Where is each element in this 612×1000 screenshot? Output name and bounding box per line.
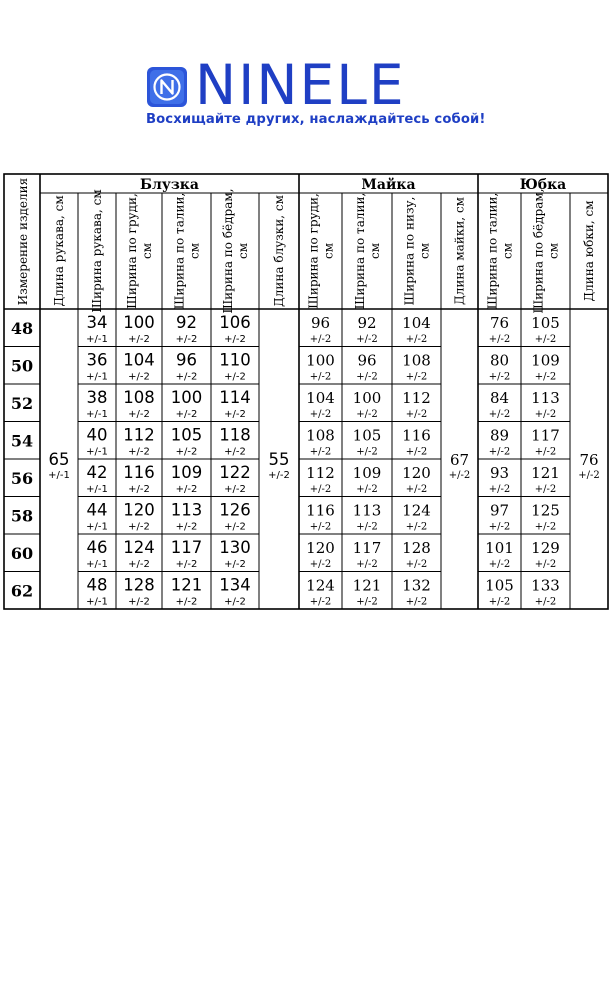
- tolerance: +/-2: [128, 409, 150, 420]
- cell-value: 122: [219, 463, 251, 482]
- column-header-line: см: [187, 242, 202, 260]
- merged-value: 76: [579, 451, 599, 469]
- cell-value: 108: [306, 426, 335, 445]
- cell-value: 105: [352, 426, 382, 445]
- cell-value: 92: [357, 314, 377, 332]
- tolerance: +/-2: [405, 521, 428, 533]
- cell-value: 42: [86, 463, 108, 482]
- merged-value: 65: [48, 450, 70, 469]
- tolerance: +/-2: [534, 446, 557, 458]
- cell-value: 124: [306, 576, 335, 595]
- tolerance: +/-1: [86, 484, 108, 495]
- cell-value: 134: [219, 575, 251, 595]
- cell-value: 129: [531, 539, 560, 557]
- group-name-0: Блузка: [140, 177, 199, 193]
- tolerance: +/-2: [534, 559, 557, 570]
- cell-value: 121: [531, 464, 560, 482]
- tolerance: +/-2: [448, 470, 471, 481]
- column-header: [52, 195, 66, 306]
- cell-value: 117: [170, 538, 203, 557]
- cell-value: 118: [219, 425, 251, 445]
- tolerance: +/-2: [309, 521, 332, 533]
- cell-value: 124: [123, 538, 155, 557]
- tolerance: +/-1: [86, 596, 108, 608]
- tolerance: +/-2: [175, 371, 198, 383]
- tolerance: +/-2: [578, 470, 600, 481]
- tolerance: +/-2: [224, 446, 246, 458]
- tolerance: +/-2: [534, 521, 557, 533]
- cell-value: 96: [310, 314, 331, 332]
- cell-value: 117: [531, 426, 560, 445]
- cell-value: 109: [170, 463, 203, 482]
- tolerance: +/-2: [224, 409, 246, 420]
- tolerance: +/-2: [488, 559, 511, 570]
- column-header-line: Ширина по груди,: [306, 193, 321, 309]
- cell-value: 96: [176, 350, 197, 370]
- group-name-2: Юбка: [519, 177, 567, 193]
- tolerance: +/-2: [488, 521, 511, 533]
- tolerance: +/-2: [175, 334, 198, 345]
- column-header-line: Ширина по талии,: [485, 192, 500, 310]
- column-header: [90, 189, 104, 312]
- tolerance: +/-1: [48, 470, 70, 481]
- tolerance: +/-2: [534, 334, 557, 345]
- tolerance: +/-1: [86, 559, 108, 570]
- tolerance: +/-2: [128, 484, 150, 495]
- column-header-line: Ширина по бёдрам,: [221, 188, 235, 314]
- tolerance: +/-1: [86, 521, 108, 533]
- cell-value: 113: [531, 389, 560, 407]
- tolerance: +/-2: [488, 484, 511, 495]
- cell-value: 84: [489, 389, 510, 407]
- corner-header: Измерение изделия: [16, 177, 30, 306]
- tolerance: +/-2: [488, 409, 511, 420]
- cell-value: 112: [402, 389, 431, 407]
- cell-value: 110: [219, 350, 251, 370]
- cell-value: 126: [219, 500, 251, 520]
- column-header-line: Ширина по груди,: [125, 193, 139, 309]
- cell-value: 109: [531, 351, 560, 370]
- column-header: [353, 193, 382, 310]
- column-header-line: Ширина по талии,: [353, 192, 367, 310]
- column-header-line: см: [321, 242, 336, 260]
- cell-value: 101: [485, 539, 514, 557]
- tolerance: +/-1: [86, 371, 108, 383]
- column-header: [532, 188, 561, 313]
- tolerance: +/-2: [356, 521, 378, 533]
- column-header-line: Длина блузки, см: [272, 195, 286, 307]
- column-header-line: см: [368, 242, 382, 260]
- cell-value: 36: [86, 350, 108, 370]
- tolerance: +/-2: [309, 409, 332, 420]
- tolerance: +/-2: [488, 334, 511, 345]
- tolerance: +/-2: [356, 596, 378, 608]
- tolerance: +/-2: [268, 470, 290, 481]
- tolerance: +/-2: [309, 446, 332, 458]
- tolerance: +/-2: [175, 484, 198, 495]
- cell-value: 93: [489, 464, 510, 482]
- column-header: [125, 193, 154, 309]
- cell-value: 104: [123, 350, 155, 370]
- size-chart-table: [0, 172, 612, 610]
- cell-value: 121: [170, 575, 203, 595]
- cell-value: 117: [352, 539, 382, 557]
- column-header: [486, 193, 515, 310]
- tolerance: +/-2: [175, 521, 198, 533]
- size-label: 56: [10, 468, 34, 488]
- cell-value: 100: [306, 351, 335, 370]
- column-header-line: см: [546, 242, 561, 260]
- cell-value: 97: [489, 501, 510, 520]
- cell-value: 89: [489, 426, 510, 445]
- tolerance: +/-2: [356, 446, 378, 458]
- tolerance: +/-2: [356, 559, 378, 570]
- cell-value: 100: [352, 389, 382, 407]
- tolerance: +/-2: [128, 596, 150, 608]
- cell-value: 132: [402, 576, 431, 595]
- cell-value: 130: [219, 538, 251, 557]
- column-header-line: Ширина по талии,: [172, 192, 187, 310]
- column-header-line: Ширина рукава, см: [90, 189, 104, 313]
- cell-value: 92: [176, 313, 197, 332]
- cell-value: 46: [86, 538, 108, 557]
- column-header: [221, 188, 250, 313]
- tolerance: +/-2: [356, 371, 378, 383]
- tolerance: +/-2: [534, 371, 557, 383]
- tolerance: +/-1: [86, 409, 108, 420]
- group-name-1: Майка: [361, 177, 416, 193]
- tolerance: +/-2: [356, 409, 378, 420]
- cell-value: 48: [86, 575, 108, 595]
- cell-value: 100: [170, 388, 203, 407]
- cell-value: 104: [306, 389, 335, 407]
- tolerance: +/-2: [488, 446, 511, 458]
- column-header: [403, 197, 432, 306]
- size-label: 62: [10, 581, 34, 601]
- cell-value: 113: [352, 501, 382, 520]
- tolerance: +/-2: [175, 446, 198, 458]
- tolerance: +/-2: [128, 371, 150, 383]
- n-monogram-icon: [146, 66, 188, 108]
- brand-header: [0, 0, 612, 150]
- cell-value: 109: [352, 464, 382, 482]
- size-label: 60: [10, 543, 34, 563]
- column-header: [307, 193, 336, 309]
- tolerance: +/-2: [309, 559, 332, 570]
- cell-value: 125: [531, 501, 560, 520]
- column-header: [582, 200, 596, 301]
- tolerance: +/-2: [224, 521, 246, 533]
- size-label: 48: [10, 318, 34, 338]
- tolerance: +/-2: [405, 596, 428, 608]
- tolerance: +/-2: [309, 371, 332, 383]
- cell-value: 108: [402, 351, 431, 370]
- size-label: 50: [10, 356, 34, 376]
- brand-tagline: Восхищайте других, наслаждайтесь собой!: [146, 112, 486, 127]
- cell-value: 100: [123, 313, 155, 332]
- tolerance: +/-2: [405, 371, 428, 383]
- cell-value: 76: [489, 314, 510, 332]
- cell-value: 96: [357, 351, 377, 370]
- column-header-line: Длина юбки, см: [582, 200, 596, 302]
- column-header: [173, 193, 202, 310]
- cell-value: 116: [123, 463, 155, 482]
- tolerance: +/-1: [86, 446, 108, 458]
- column-header-line: Ширина по бёдрам,: [531, 188, 546, 314]
- tolerance: +/-2: [309, 596, 332, 608]
- column-header-line: см: [500, 242, 515, 260]
- tolerance: +/-2: [128, 334, 150, 345]
- size-label: 54: [10, 431, 34, 451]
- tolerance: +/-2: [128, 521, 150, 533]
- cell-value: 105: [485, 576, 514, 595]
- tolerance: +/-2: [405, 484, 428, 495]
- cell-value: 104: [402, 314, 431, 332]
- cell-value: 112: [123, 425, 155, 445]
- column-header-line: Длина майки, см: [452, 196, 467, 306]
- tolerance: +/-2: [128, 446, 150, 458]
- cell-value: 108: [123, 388, 155, 407]
- cell-value: 120: [402, 464, 431, 482]
- cell-value: 128: [123, 575, 155, 595]
- cell-value: 38: [86, 388, 108, 407]
- tolerance: +/-2: [488, 371, 511, 383]
- tolerance: +/-2: [356, 334, 378, 345]
- cell-value: 133: [531, 576, 560, 595]
- cell-value: 40: [86, 425, 108, 445]
- tolerance: +/-2: [356, 484, 378, 495]
- tolerance: +/-2: [405, 334, 428, 345]
- merged-value: 55: [268, 450, 290, 469]
- cell-value: 114: [219, 388, 251, 407]
- cell-value: 124: [402, 501, 431, 520]
- cell-value: 44: [86, 500, 108, 520]
- tolerance: +/-2: [224, 334, 246, 345]
- cell-value: 120: [306, 539, 335, 557]
- tolerance: +/-2: [175, 596, 198, 608]
- size-label: 52: [10, 393, 34, 413]
- tolerance: +/-2: [128, 559, 150, 570]
- tolerance: +/-2: [488, 596, 511, 608]
- column-header-line: см: [417, 242, 432, 260]
- tolerance: +/-2: [309, 334, 332, 345]
- tolerance: +/-1: [86, 334, 108, 345]
- cell-value: 105: [531, 314, 560, 332]
- tolerance: +/-2: [224, 559, 246, 570]
- cell-value: 121: [352, 576, 382, 595]
- size-chart-grid: [0, 172, 612, 610]
- tolerance: +/-2: [405, 559, 428, 570]
- merged-value: 67: [449, 451, 470, 469]
- size-label: 58: [10, 506, 34, 526]
- brand-name: NINELE: [195, 53, 406, 117]
- tolerance: +/-2: [224, 596, 246, 608]
- tolerance: +/-2: [175, 559, 198, 570]
- cell-value: 80: [489, 351, 510, 370]
- tolerance: +/-2: [175, 409, 198, 420]
- cell-value: 106: [219, 313, 251, 332]
- tolerance: +/-2: [534, 409, 557, 420]
- column-header-line: Ширина по низу,: [402, 196, 417, 306]
- cell-value: 120: [123, 500, 155, 520]
- cell-value: 128: [402, 539, 431, 557]
- tolerance: +/-2: [224, 371, 246, 383]
- cell-value: 34: [86, 313, 108, 332]
- tolerance: +/-2: [534, 596, 557, 608]
- column-header-line: см: [140, 242, 154, 260]
- cell-value: 116: [306, 501, 335, 520]
- tolerance: +/-2: [309, 484, 332, 495]
- tolerance: +/-2: [534, 484, 557, 495]
- column-header-line: Длина рукава, см: [52, 195, 66, 307]
- cell-value: 116: [402, 426, 431, 445]
- tolerance: +/-2: [224, 484, 246, 495]
- column-header: [272, 195, 286, 307]
- tolerance: +/-2: [405, 409, 428, 420]
- column-header: [453, 197, 467, 305]
- cell-value: 113: [170, 500, 203, 520]
- tolerance: +/-2: [405, 446, 428, 458]
- column-header-line: см: [236, 242, 250, 260]
- cell-value: 105: [170, 425, 203, 445]
- cell-value: 112: [306, 464, 335, 482]
